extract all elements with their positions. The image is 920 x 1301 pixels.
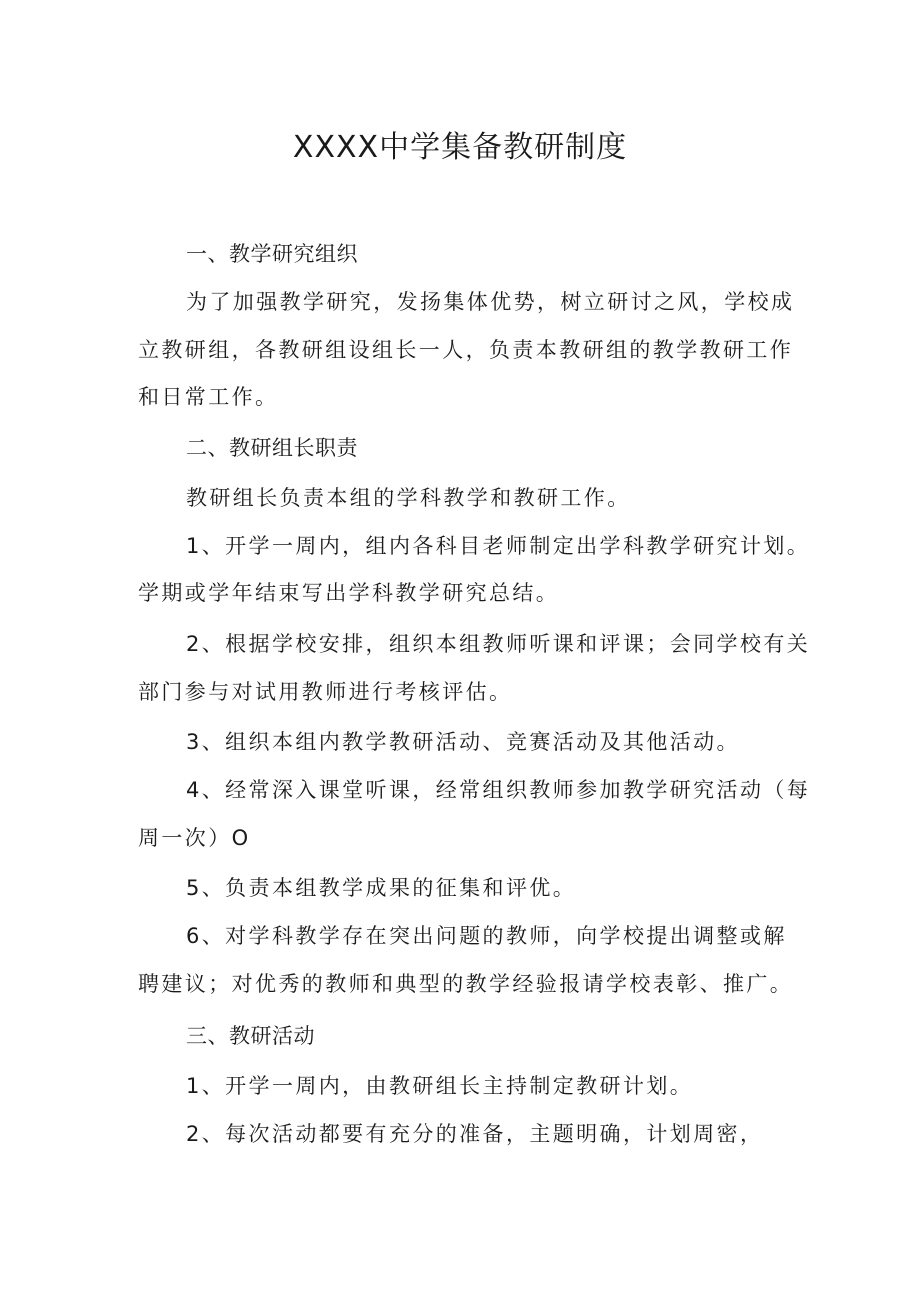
list-item-line: 6、对学科教学存在突出问题的教师，向学校提出调整或解 (186, 924, 787, 948)
section-heading-1: 一、教学研究组织 (186, 242, 358, 266)
paragraph-line: 立教研组，各教研组设组长一人，负责本教研组的教学教研工作 (138, 338, 794, 362)
list-item-line: 周一次）O (138, 826, 251, 850)
list-item-line: 4、经常深入课堂听课，经常组织教师参加教学研究活动（每 (186, 778, 811, 802)
list-item-line: 2、每次活动都要有充分的准备，主题明确，计划周密， (186, 1122, 764, 1146)
section-heading-3: 三、教研活动 (186, 1024, 315, 1048)
list-item-line: 部门参与对试用教师进行考核评估。 (138, 680, 513, 704)
list-item-line: 学期或学年结束写出学科教学研究总结。 (138, 581, 560, 605)
paragraph-line: 为了加强教学研究，发扬集体优势，树立研讨之风，学校成 (186, 290, 795, 314)
list-item-line: 2、根据学校安排，组织本组教师听课和评课；会同学校有关 (186, 632, 811, 656)
list-item-line: 1、开学一周内，组内各科目老师制定出学科教学研究计划。 (186, 534, 811, 558)
section-heading-2: 二、教研组长职责 (186, 436, 358, 460)
document-title: XXXX中学集备教研制度 (292, 130, 628, 165)
list-item-line: 3、组织本组内教学教研活动、竞赛活动及其他活动。 (186, 730, 740, 754)
paragraph-line: 教研组长负责本组的学科教学和教研工作。 (186, 486, 631, 510)
paragraph-line: 和日常工作。 (138, 385, 279, 409)
list-item-line: 聘建议；对优秀的教师和典型的教学经验报请学校表彰、推广。 (138, 972, 794, 996)
list-item-line: 1、开学一周内，由教研组长主持制定教研计划。 (186, 1074, 694, 1098)
list-item-line: 5、负责本组教学成果的征集和评优。 (186, 876, 577, 900)
